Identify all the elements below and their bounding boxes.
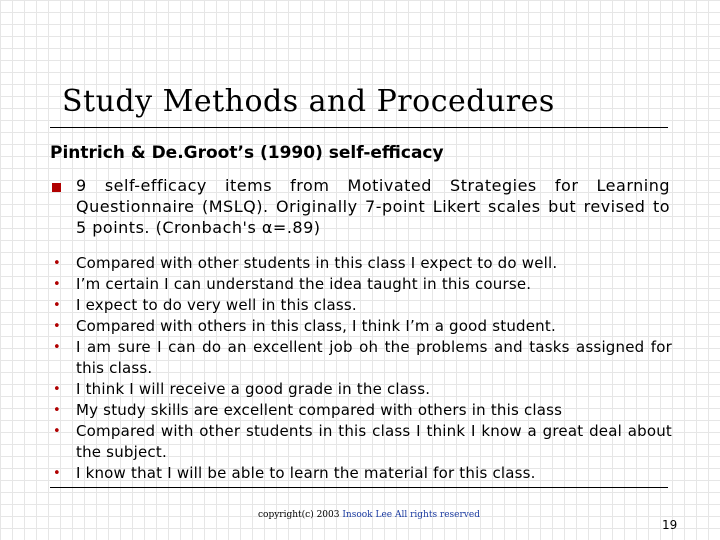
dot-bullet-icon: • [53, 340, 61, 355]
list-item-text: I’m certain I can understand the idea taught in this course. [76, 275, 532, 293]
author-link[interactable]: Insook Lee All rights reserved [342, 510, 480, 520]
slide-title: Study Methods and Procedures [62, 84, 555, 119]
list-item-text: I expect to do very well in this class. [76, 296, 357, 314]
efficacy-items-list [50, 253, 672, 484]
copyright-text: copyright(c) 2003 [258, 510, 343, 520]
list-item [50, 274, 672, 295]
square-bullet-icon [52, 183, 61, 192]
intro-paragraph: 9 self-efficacy items from Motivated Strategies for Learning Questionnaire (MSLQ). Originally 7-point Likert scales but revised to 5 points. (Cronbach's α=.89) [76, 176, 670, 237]
dot-bullet-icon: • [53, 382, 61, 397]
list-item-text: Compared with others in this class, I think I’m a good student. [76, 317, 556, 335]
list-item-text: I think I will receive a good grade in the class. [76, 380, 431, 398]
dot-bullet-icon: • [53, 403, 61, 418]
dot-bullet-icon: • [53, 424, 61, 439]
page-number: 19 [662, 518, 678, 532]
list-item [50, 337, 672, 379]
list-item [50, 421, 672, 463]
copyright-footer [258, 510, 480, 520]
section-subtitle: Pintrich & De.Groot’s (1990) self-efficacy [50, 143, 444, 163]
list-item [50, 316, 672, 337]
list-item-text: Compared with other students in this class I expect to do well. [76, 254, 558, 272]
dot-bullet-icon: • [53, 277, 61, 292]
list-item [50, 463, 672, 484]
list-item [50, 295, 672, 316]
dot-bullet-icon: • [53, 319, 61, 334]
bottom-rule [50, 487, 668, 488]
dot-bullet-icon: • [53, 298, 61, 313]
dot-bullet-icon: • [53, 466, 61, 481]
list-item-text: Compared with other students in this class I think I know a great deal about the subject. [76, 422, 672, 461]
list-item-text: I am sure I can do an excellent job oh the problems and tasks assigned for this class. [76, 338, 672, 377]
title-rule [50, 127, 668, 128]
list-item [50, 400, 672, 421]
list-item-text: I know that I will be able to learn the material for this class. [76, 464, 536, 482]
list-item [50, 379, 672, 400]
dot-bullet-icon: • [53, 256, 61, 271]
list-item [50, 253, 672, 274]
list-item-text: My study skills are excellent compared with others in this class [76, 401, 563, 419]
